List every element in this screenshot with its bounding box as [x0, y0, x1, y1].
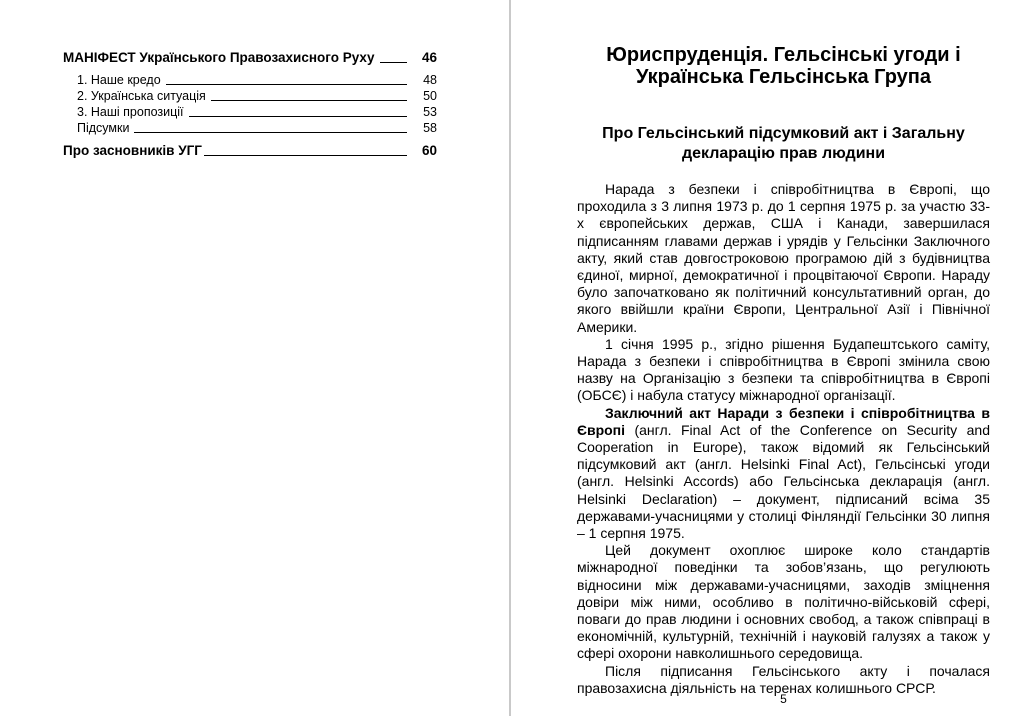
section-subtitle-line2: декларацію прав людини	[681, 145, 886, 162]
paragraph-2-text: 1 січня 1995 р., згідно рішення Будапештського саміту, Нарада з безпеки і співробітництва в Європі змінила свою назву на Організацію з безпеки та співробітництва в Європі (ОБСЄ) і набула статусу міжнародної організації.	[577, 335, 990, 404]
paragraph-1	[577, 181, 990, 336]
toc-leader-line	[166, 84, 407, 85]
toc-entry-nashi-propozytsii[interactable]	[63, 104, 437, 120]
paragraph-3-text: (англ. Final Act of the Conference on Security and Cooperation in Europe), також відомий як Гельсінський підсумковий акт (англ. Helsinki Final Act), Гельсінські угоди (англ. Helsinki Accords) або Гельсінська декларація (англ. Helsinki Declaration) – документ, підписаний всіма 35 державами-учасницями у столиці Фінляндії Гельсінки 30 липня – 1 серпня 1975.	[577, 421, 990, 542]
section-subtitle	[577, 124, 990, 164]
paragraph-4	[577, 542, 990, 662]
toc-entry-nashe-kredo[interactable]	[63, 72, 437, 88]
paragraph-2	[577, 336, 990, 405]
toc-entry-label: Про засновників УГГ	[63, 143, 202, 158]
paragraph-1-text: Нарада з безпеки і співробітництва в Європі, що проходила з 3 липня 1973 р. до 1 серпня 1975 р. за участю 33-х європейських держав, США і Канади, завершилася підписанням главами держав і урядів у Гельсінки Заключного акту, який став довгостроковою програмою дій з будівництва єдиної, мирної, демократичної і процвітаючої Європи. Нараду було започатковано як політичний консультативний орган, до якого ввійшли країни Європи, Центральної Азії і Північної Америки.	[577, 181, 990, 335]
article-body	[577, 181, 990, 697]
toc-entry-page: 46	[421, 50, 437, 65]
section-subtitle-line1: Про Гельсінський підсумковий акт і Загальну	[602, 125, 965, 142]
toc-entry-pidsumky[interactable]	[63, 120, 437, 136]
toc-entry-label: 1. Наше кредо	[77, 73, 161, 87]
paragraph-5-text: Після підписання Гельсінського акту і почалася правозахисна діяльність на теренах колишнього СРСР.	[577, 662, 990, 696]
article-title-line2: Українська Гельсінська Група	[635, 66, 931, 88]
toc-entry-label: 3. Наші пропозиції	[77, 105, 184, 119]
table-of-contents	[63, 49, 437, 159]
article-content	[577, 0, 990, 716]
toc-leader-line	[211, 100, 407, 101]
toc-entry-page: 60	[421, 143, 437, 158]
paragraph-3-bold-lead: Заключний акт Наради з безпеки і співробітництва в Європі	[577, 404, 990, 438]
toc-leader-line	[380, 62, 407, 63]
paragraph-3	[577, 405, 990, 543]
toc-leader-line	[189, 116, 407, 117]
paragraph-4-text: Цей документ охоплює широке коло стандартів міжнародної поведінки та зобов’язань, що регулюють відносини між державами-учасницями, заходів зміцнення довіри між ними, особливо в політично-військовій сфері, поваги до прав людини і основних свобод, а також співпраці в економічній, культурній, технічній і науковій галузях а також у сфері охорони навколишнього середовища.	[577, 542, 990, 662]
toc-entry-ukrainska-sytuatsiia[interactable]	[63, 88, 437, 104]
page-right	[511, 0, 1018, 716]
toc-entry-label: Підсумки	[77, 121, 130, 135]
toc-entry-page: 53	[423, 105, 437, 119]
toc-entry-pro-zasnovnykiv[interactable]	[63, 142, 437, 159]
toc-entry-manifest[interactable]	[63, 49, 437, 66]
page-number: 5	[780, 692, 787, 706]
toc-entry-label: МАНІФЕСТ Українського Правозахисного Руху	[63, 50, 375, 65]
article-title	[577, 44, 990, 88]
toc-entry-page: 58	[423, 121, 437, 135]
toc-leader-line	[134, 132, 407, 133]
toc-entry-page: 50	[423, 89, 437, 103]
article-title-line1: Юриспруденція. Гельсінські угоди і	[606, 44, 961, 66]
toc-leader-line	[204, 155, 407, 156]
toc-entry-page: 48	[423, 73, 437, 87]
toc-entry-label: 2. Українська ситуація	[77, 89, 206, 103]
